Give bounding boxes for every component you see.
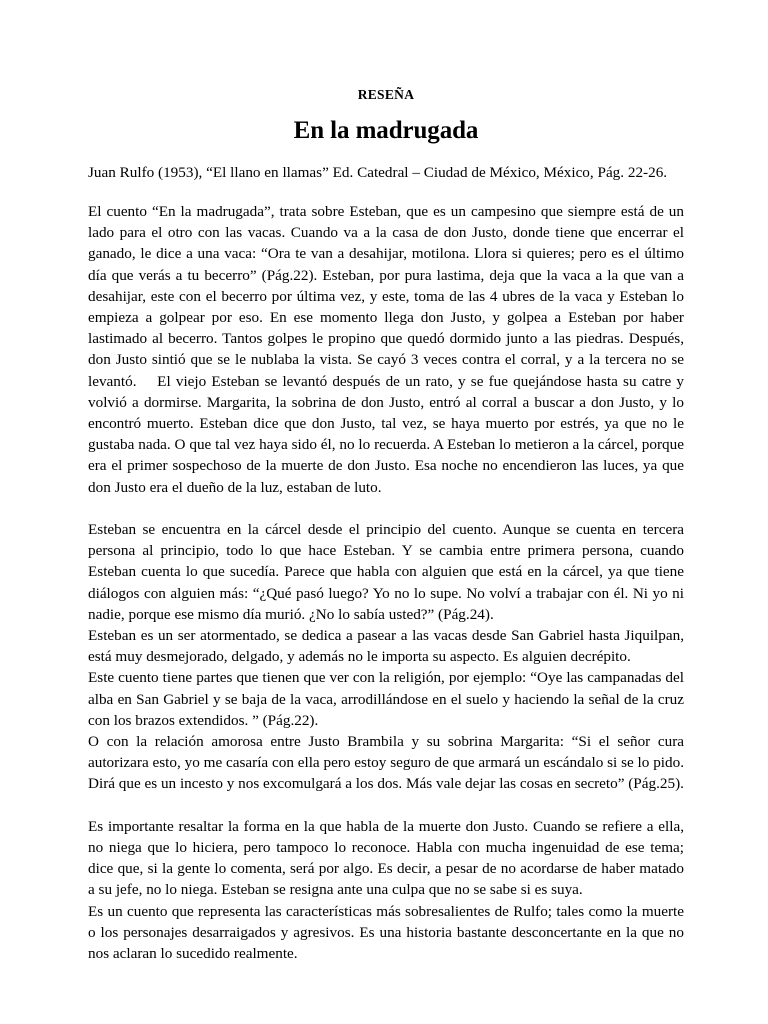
bibliographic-citation: Juan Rulfo (1953), “El llano en llamas” Ed. Catedral – Ciudad de México, México, Pág. 22-26. [88,164,668,181]
paragraph: Esteban se encuentra en la cárcel desde el principio del cuento. Aunque se cuenta en tercera persona al principio, todo lo que hace Esteban. Y se cambia entre primera persona, cuando Esteban cuenta lo que sucedía. Parece que habla con alguien que está en la cárcel, ya que tiene diálogos con alguien más: “¿Qué pasó luego? Yo no lo supe. No volví a trabajar con él. Ni yo ni nadie, porque ese mismo día murió. ¿No lo sabía usted?” (Pág.24). [88,521,684,623]
paragraph: El cuento “En la madrugada”, trata sobre Esteban, que es un campesino que siempre está de un lado para el otro con las vacas. Cuando va a la casa de don Justo, donde tiene que encerrar el ganado, le dice a una vaca: “Ora te van a desahijar, motilona. Llora si quieres; pero es el último día que verás a tu becerro” (Pág.22). Esteban, por pura lastima, deja que la vaca a la que van a desahijar, este con el becerro por última vez, y este, toma de las 4 ubres de la vaca y Esteban lo empieza a golpear por eso. En ese momento llega don Justo, y golpea a Esteban por haber lastimado al becerro. Tantos golpes le propino que quedó dormido junto a las piedras. Después, don Justo sintió que se le nublaba la vista. Se cayó 3 veces contra el corral, y a la tercera no se levantó. El viejo Esteban se levantó después de un rato, y se fue quejándose hasta su catre y volvió a dormirse. Margarita, la sobrina de don Justo, entró al corral a buscar a don Justo, y lo encontró muerto. Esteban dice que don Justo, tal vez, se haya muerto por estrés, ya que no le gustaba nada. O que tal vez haya sido él, no lo recuerda. A Esteban lo metieron a la cárcel, porque era el primer sospechoso de la muerte de don Justo. Esa noche no encendieron las luces, ya que don Justo era el dueño de la luz, estaban de luto. [88,203,688,496]
paragraph: Es importante resaltar la forma en la que habla de la muerte don Justo. Cuando se refiere a ella, no niega que lo hiciera, pero tampoco lo reconoce. Habla con mucha ingenuidad de ese tema; dice que, si la gente lo comenta, será por algo. Es decir, a pesar de no acordarse de haber matado a su jefe, no lo niega. Esteban se resigna ante una culpa que no se sabe si es suya. [88,817,684,899]
paragraph: O con la relación amorosa entre Justo Brambila y su sobrina Margarita: “Si el señor cura autorizara esto, yo me casaría con ella pero estoy seguro de que armará un escándalo si se lo pido. Dirá que es un incesto y nos excomulgará a los dos. Más vale dejar las cosas en secreto” (Pág.25). [88,733,684,793]
page-title: En la madrugada [293,117,479,144]
document-body [88,86,688,964]
paragraph-block-1 [88,201,688,498]
paragraph: Esteban es un ser atormentado, se dedica a pasear a las vacas desde San Gabriel hasta Jiquilpan, está muy desmejorado, delgado, y además no le importa su aspecto. Es alguien decrépito. [88,627,684,666]
paragraph-block-3 [88,816,684,964]
document-kicker: RESEÑA [357,87,415,102]
paragraph-block-2 [88,519,684,795]
paragraph: Es un cuento que representa las características más sobresalientes de Rulfo; tales como la muerte o los personajes desarraigados y agresivos. Es una historia bastante desconcertante en la que no nos aclaran lo sucedido realmente. [88,902,684,963]
paragraph: Este cuento tiene partes que tienen que ver con la religión, por ejemplo: “Oye las campanadas del alba en San Gabriel y se baja de la vaca, arrodillándose en el suelo y haciendo la señal de la cruz con los brazos extendidos. ” (Pág.22). [88,669,684,729]
